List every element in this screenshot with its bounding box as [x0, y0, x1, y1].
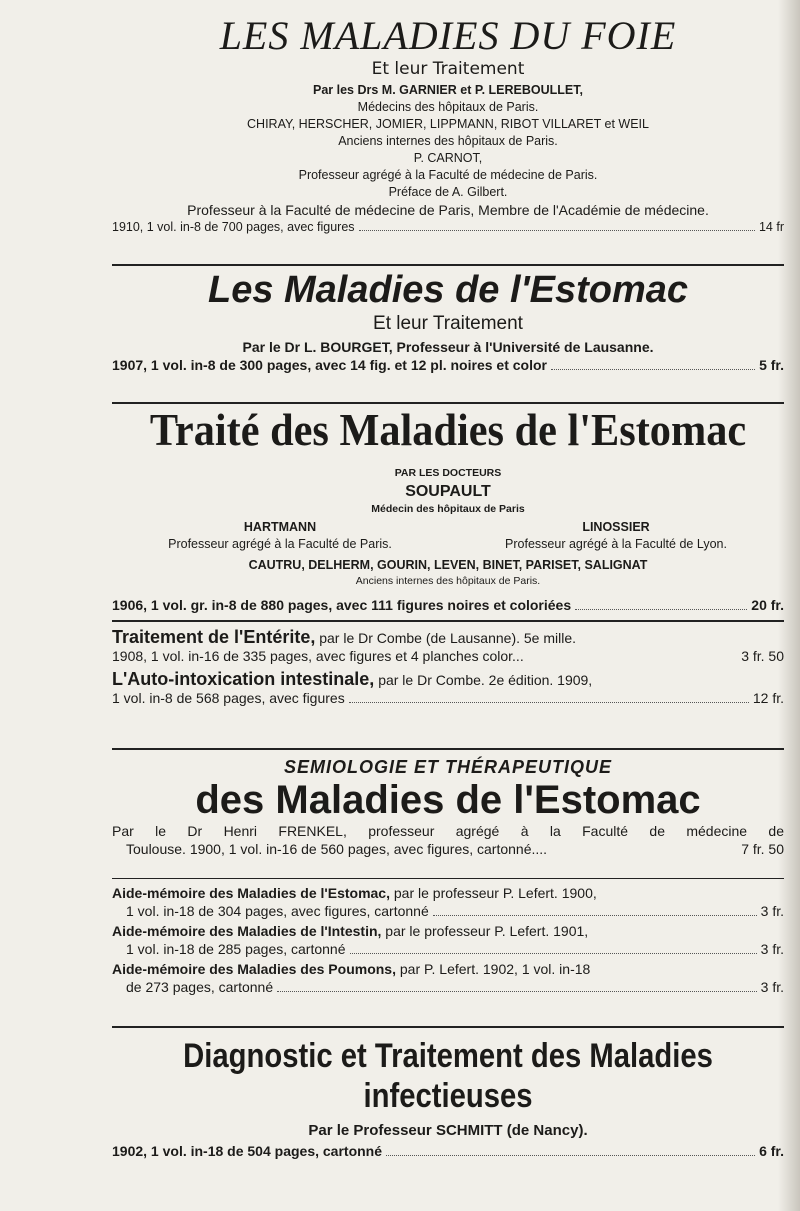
- preface-author: P. CARNOT,: [413, 151, 483, 165]
- aide-memoire-poumons: [112, 960, 784, 996]
- preface-line: Préface de A. Gilbert.: [388, 185, 508, 199]
- book-text: par le professeur P. Lefert. 1900,: [393, 885, 597, 901]
- edition-row: [112, 940, 784, 958]
- book-text: par le professeur P. Lefert. 1901,: [385, 923, 589, 939]
- book-subtitle: Et leur Traitement: [373, 313, 523, 334]
- book-price: 14 fr: [758, 220, 784, 234]
- edition-row: [112, 902, 784, 920]
- book-price: 20 fr.: [751, 597, 784, 613]
- leader-dots: [277, 991, 757, 992]
- book-title: Aide-mémoire des Maladies de l'Intestin,: [112, 923, 382, 939]
- edition-row: [112, 978, 784, 996]
- book-price: 3 fr.: [760, 903, 784, 919]
- coauthors-role: Anciens internes des hôpitaux de Paris.: [338, 134, 558, 148]
- edition-row: [112, 219, 784, 236]
- aide-memoire-estomac: [112, 884, 784, 920]
- book-price: 6 fr.: [759, 1143, 784, 1159]
- divider: [112, 620, 784, 622]
- edition-row: [112, 596, 784, 614]
- book-edition: 1910, 1 vol. in-8 de 700 pages, avec figures: [112, 220, 355, 234]
- leader-dots: [350, 953, 757, 954]
- book-price: 7 fr. 50: [741, 841, 784, 857]
- book-edition: 1908, 1 vol. in-16 de 335 pages, avec figures et 4 planches color...: [112, 648, 524, 664]
- edition-row: [112, 356, 784, 374]
- entry-line: [112, 628, 784, 647]
- left-author-block: [112, 519, 448, 553]
- book-text: par le Dr Combe (de Lausanne). 5e mille.: [319, 630, 577, 646]
- book-edition: 1907, 1 vol. in-8 de 300 pages, avec 14 fig. et 12 pl. noires et color: [112, 357, 547, 373]
- main-author: SOUPAULT: [405, 483, 491, 500]
- book-text: par le Dr Combe. 2e édition. 1909,: [378, 672, 593, 688]
- divider: [112, 1026, 784, 1028]
- book-auto-intoxication: [112, 670, 784, 707]
- leader-dots: [433, 915, 757, 916]
- book-edition: 1 vol. in-18 de 285 pages, cartonné: [126, 941, 346, 957]
- leader-dots: [575, 609, 747, 610]
- book-title: LES MALADIES DU FOIE: [219, 13, 677, 58]
- book-subtitle: des Maladies de l'Estomac: [195, 778, 701, 822]
- book-by: PAR LES DOCTEURS: [394, 467, 502, 479]
- leader-dots: [386, 1155, 755, 1156]
- book-authors: Par le Dr L. BOURGET, Professeur à l'Université de Lausanne.: [242, 339, 654, 355]
- book-price: 5 fr.: [759, 357, 784, 373]
- book-traite-estomac: [112, 404, 784, 614]
- book-text-2: Toulouse. 1900, 1 vol. in-16 de 560 pages, avec figures, cartonné....: [126, 841, 548, 857]
- book-title: Aide-mémoire des Maladies des Poumons,: [112, 961, 396, 977]
- book-edition: de 273 pages, cartonné: [126, 979, 274, 995]
- book-maladies-estomac: [112, 268, 784, 374]
- book-semiologie: [112, 756, 784, 858]
- book-authors: Par les Drs M. GARNIER et P. LEREBOULLET,: [313, 83, 583, 97]
- book-text: par P. Lefert. 1902, 1 vol. in-18: [399, 961, 591, 977]
- divider: [112, 878, 784, 879]
- entry-line: [112, 670, 784, 689]
- author-columns: [112, 519, 784, 553]
- edition-row: [112, 840, 784, 858]
- entry-line: [112, 922, 784, 940]
- left-author-role: Professeur agrégé à la Faculté de Paris.: [168, 537, 392, 551]
- book-maladies-foie: [112, 14, 784, 236]
- right-author: LINOSSIER: [582, 520, 650, 534]
- edition-row: [112, 647, 784, 665]
- leader-dots: [551, 369, 755, 370]
- book-edition: 1902, 1 vol. in-18 de 504 pages, cartonné: [112, 1143, 383, 1159]
- book-price: 12 fr.: [752, 690, 784, 706]
- entry-line: [112, 884, 784, 902]
- book-edition: 1 vol. in-18 de 304 pages, avec figures, cartonné: [126, 903, 429, 919]
- book-price: 3 fr. 50: [741, 648, 784, 664]
- authors-role: Médecins des hôpitaux de Paris.: [357, 100, 539, 114]
- right-author-block: [448, 519, 784, 553]
- book-title: Diagnostic et Traitement des Maladies infectieuses: [183, 1037, 713, 1115]
- book-title: SEMIOLOGIE ET THÉRAPEUTIQUE: [283, 757, 613, 777]
- right-author-role: Professeur agrégé à la Faculté de Lyon.: [505, 537, 727, 551]
- book-price: 3 fr.: [760, 979, 784, 995]
- divider: [112, 264, 784, 266]
- book-title: Traité des Maladies de l'Estomac: [149, 404, 747, 455]
- coauthors-role: Anciens internes des hôpitaux de Paris.: [355, 575, 541, 587]
- preface-role: Professeur à la Faculté de médecine de Paris, Membre de l'Académie de médecine.: [187, 202, 709, 218]
- book-subtitle: Et leur Traitement: [371, 59, 525, 79]
- edition-row: [112, 689, 784, 707]
- leader-dots: [349, 702, 749, 703]
- book-title: Traitement de l'Entérite,: [112, 627, 316, 647]
- book-price: 3 fr.: [760, 941, 784, 957]
- leader-dots: [359, 230, 755, 231]
- edition-row: [112, 1142, 784, 1160]
- book-text-1: Par le Dr Henri FRENKEL, professeur agrégé à la Faculté de médecine de: [112, 823, 784, 839]
- book-edition: 1 vol. in-8 de 568 pages, avec figures: [112, 690, 345, 706]
- divider: [112, 748, 784, 750]
- book-enterite: [112, 628, 784, 665]
- left-author: HARTMANN: [243, 520, 317, 534]
- aide-memoire-intestin: [112, 922, 784, 958]
- book-coauthors: CAUTRU, DELHERM, GOURIN, LEVEN, BINET, PARISET, SALIGNAT: [248, 558, 648, 572]
- book-authors: Par le Professeur SCHMITT (de Nancy).: [308, 1122, 588, 1139]
- book-title: L'Auto-intoxication intestinale,: [112, 669, 375, 689]
- book-coauthors: CHIRAY, HERSCHER, JOMIER, LIPPMANN, RIBOT VILLARET et WEIL: [247, 117, 649, 131]
- book-maladies-infectieuses: [112, 1036, 784, 1160]
- preface-author-role: Professeur agrégé à la Faculté de médecine de Paris.: [298, 168, 598, 182]
- book-edition: 1906, 1 vol. gr. in-8 de 880 pages, avec 111 figures noires et coloriées: [112, 597, 572, 613]
- book-title: Aide-mémoire des Maladies de l'Estomac,: [112, 885, 390, 901]
- entry-line: [112, 960, 784, 978]
- main-author-role: Médecin des hôpitaux de Paris: [371, 503, 525, 515]
- book-title: Les Maladies de l'Estomac: [207, 269, 688, 311]
